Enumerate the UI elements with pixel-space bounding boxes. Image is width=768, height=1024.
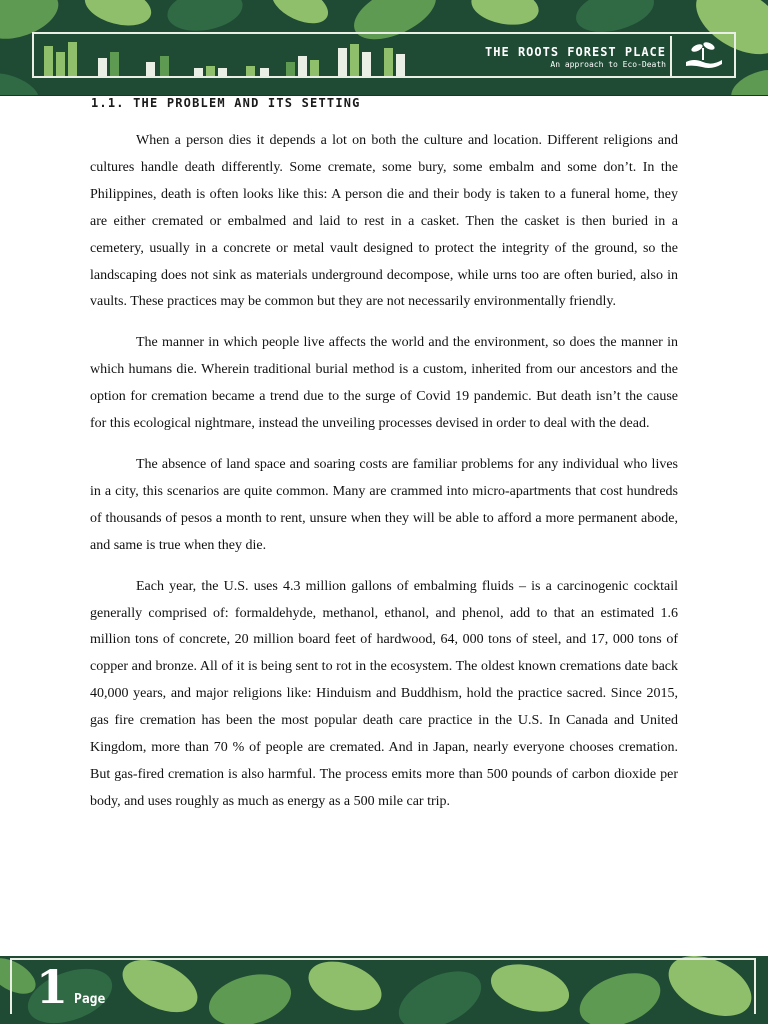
body-text xyxy=(90,128,678,830)
brand-subtitle: An approach to Eco-Death xyxy=(550,60,666,69)
bar-graphic-decoration xyxy=(40,38,410,76)
paragraph: The absence of land space and soaring costs are familiar problems for any individual who lives in a city, this scenarios are quite common. Many are crammed into micro-apartments that cost hundreds of thousands of pesos a month to rent, unsure when they will be able to afford a more permanent abode, and same is true when they die. xyxy=(90,456,678,553)
page-label: Page xyxy=(74,992,106,1007)
page-number: 1 xyxy=(36,960,69,1014)
hand-sprout-icon xyxy=(672,36,734,76)
brand-title: THE ROOTS FOREST PLACE xyxy=(485,45,666,59)
paragraph: Each year, the U.S. uses 4.3 million gallons of embalming fluids – is a carcinogenic cocktail generally comprised of: formaldehyde, methanol, ethanol, and phenol, add to that an estimated 1.6 million tons of concrete, 20 million board feet of hardwood, 64, 000 tons of steel, and 17, 000 tons of copper and bronze. All of it is being sent to rot in the ecosystem. The oldest known cremations date back 40,000 years, and major religions like: Hinduism and Buddhism, hold the practice sacred. Since 2015, gas fire cremation has been the most popular death care practice in the U.S. In Canada and United Kingdom, more than 70 % of people are cremated. And in Japan, nearly everyone chooses cremation. But gas-fired cremation is also harmful. The process emits more than 500 pounds of carbon dioxide per body, and uses roughly as much as energy as a 500 mile car trip. xyxy=(90,578,678,809)
paragraph: The manner in which people live affects the world and the environment, so does the manner in which humans die. Wherein traditional burial method is a custom, inherited from our ancestors and the option for cremation became a trend due to the surge of Covid 19 pandemic. But death isn’t the cause for this ecological nightmare, instead the unveiling processes devised in order to deal with the dead. xyxy=(90,335,678,432)
footer-frame xyxy=(10,958,756,1014)
section-heading: 1.1. THE PROBLEM AND ITS SETTING xyxy=(91,96,361,110)
logo-box xyxy=(670,36,734,76)
paragraph: When a person dies it depends a lot on both the culture and location. Different religions and cultures handle death differently. Some cremate, some bury, some embalm and some don’t. In the Philippines, death is often looks like this: A person die and their body is taken to a funeral home, they are either cremated or embalmed and laid to rest in a casket. Then the casket is then buried in a cemetery, usually in a concrete or metal vault designed to protect the integrity of the ground, so the landscaping does not sink as materials underground decompose, while urns too are often buried, also in vaults. These practices may be common but they are not necessarily environmentally friendly. xyxy=(90,133,678,310)
